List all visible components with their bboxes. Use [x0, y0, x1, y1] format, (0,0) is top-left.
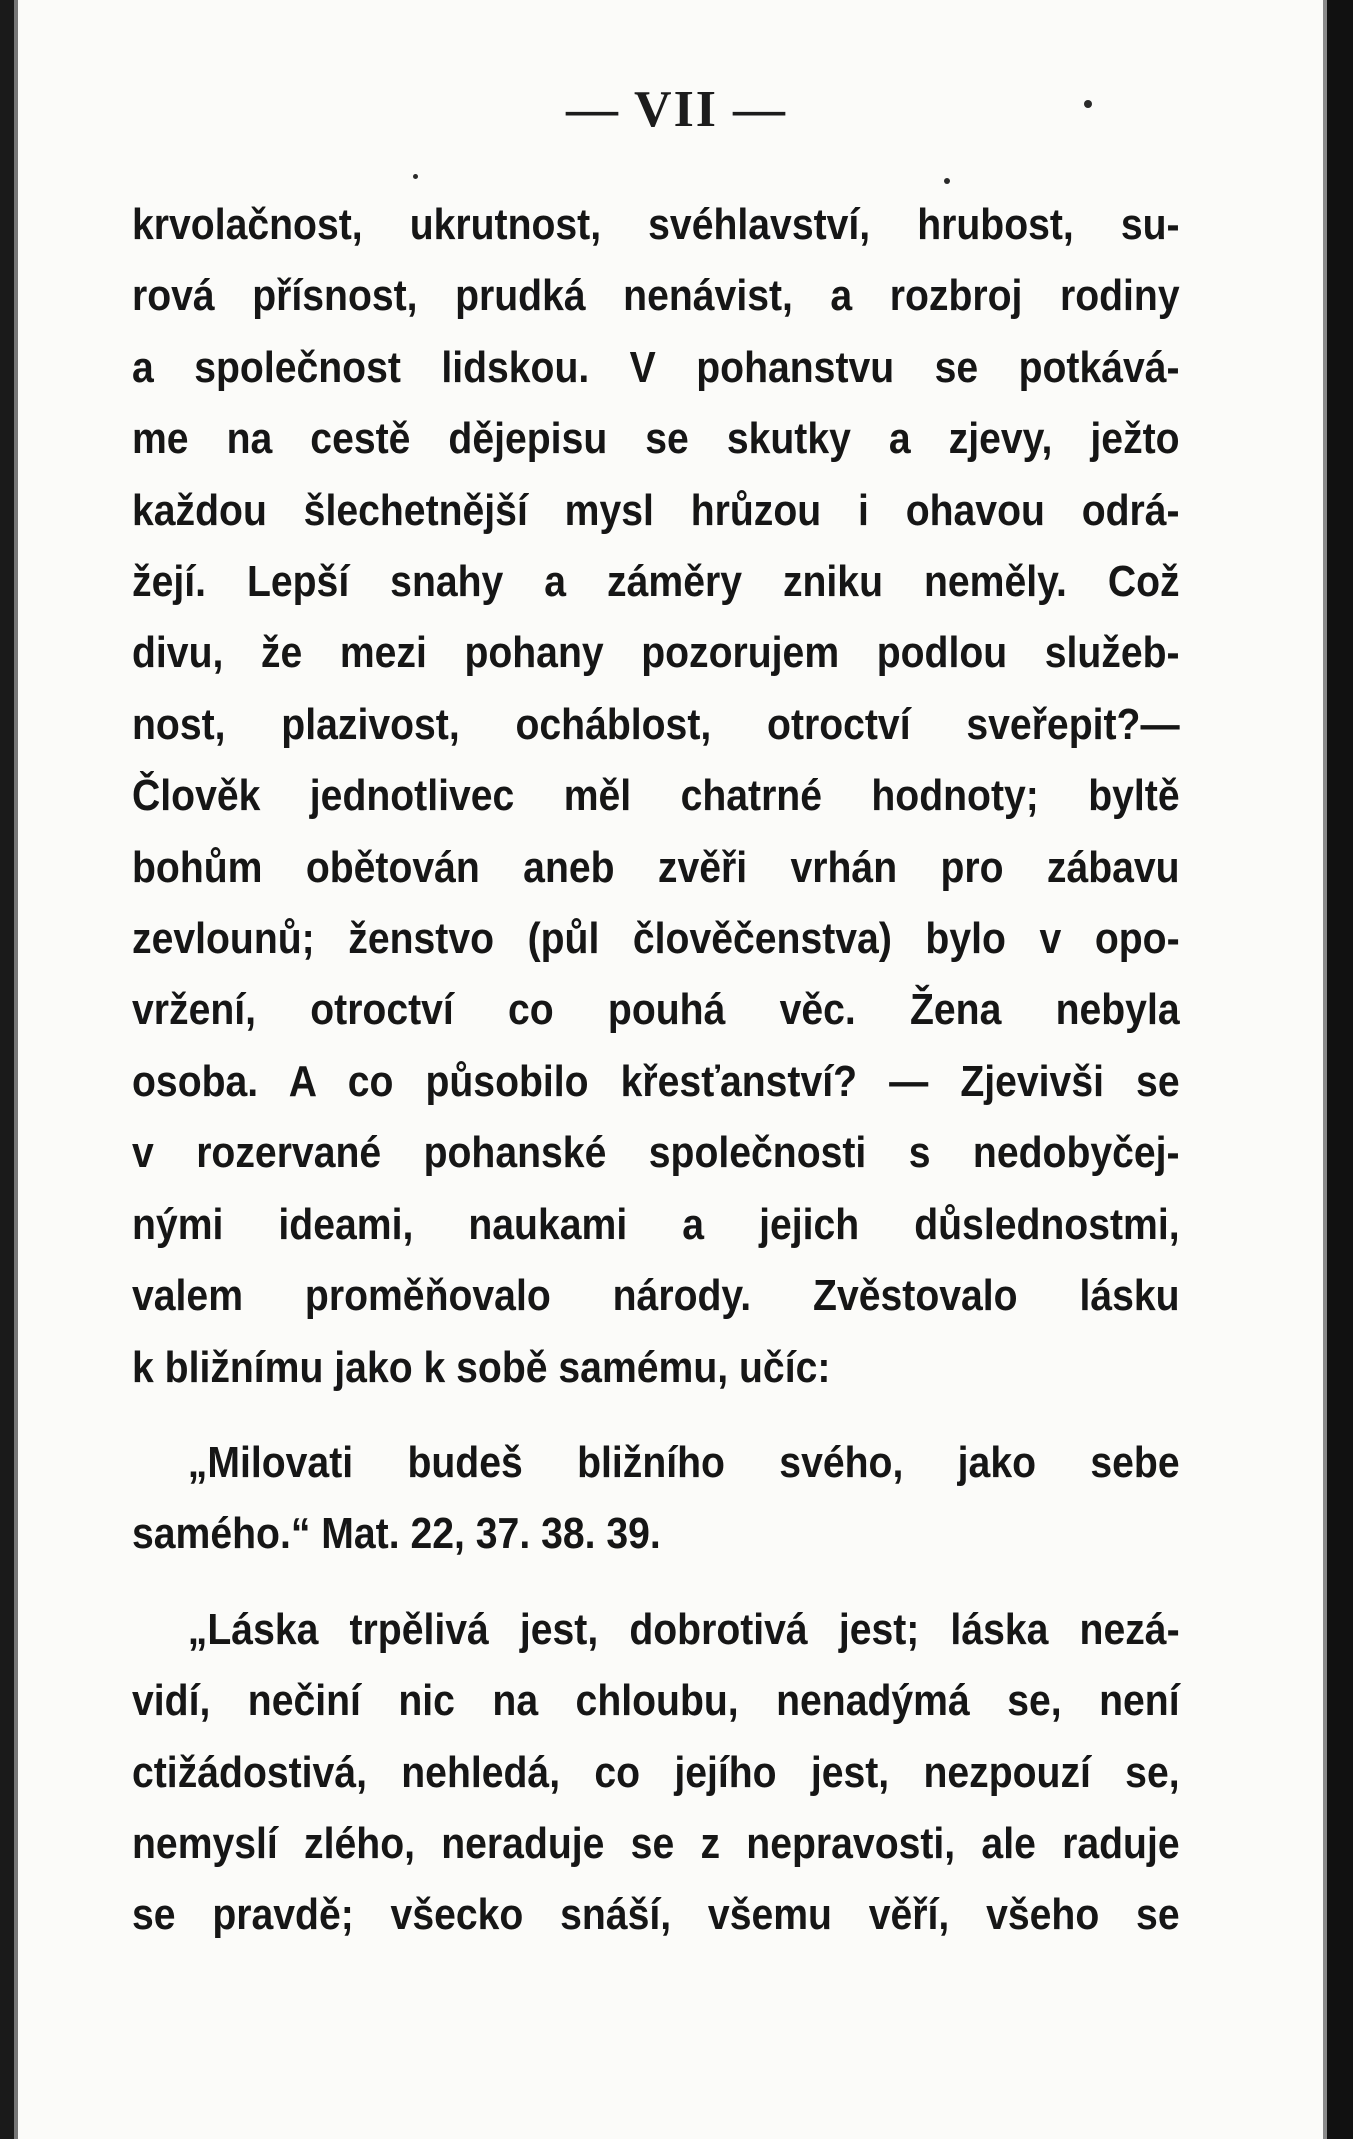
quote-line: ctižádostivá, nehledá, co jejího jest, nezpouzí se,	[132, 1748, 1180, 1797]
scan-edge-left	[0, 0, 14, 2139]
text-line: me na cestě dějepisu se skutky a zjevy, ježto	[132, 415, 1180, 464]
text-line: nými ideami, naukami a jejich důslednostmi,	[132, 1200, 1180, 1249]
scan-edge-right	[1327, 0, 1353, 2139]
text-line: rová přísnost, prudká nenávist, a rozbroj rodiny	[132, 272, 1180, 321]
text-line: žejí. Lepší snahy a záměry zniku neměly. Což	[132, 558, 1180, 607]
quote-line: nemyslí zlého, neraduje se z nepravosti, ale raduje	[132, 1819, 1180, 1868]
quote-line: „Láska trpělivá jest, dobrotivá jest; láska nezá-	[187, 1605, 1180, 1654]
text-line: bohům obětován aneb zvěři vrhán pro zábavu	[132, 843, 1180, 892]
text-line: zevlounů; ženstvo (půl člověčenstva) bylo v opo-	[132, 915, 1180, 964]
text-line: v rozervané pohanské společnosti s nedobyčej-	[132, 1129, 1180, 1178]
text-line: valem proměňovalo národy. Zvěstovalo lásku	[132, 1272, 1180, 1321]
page-body-text	[132, 190, 1180, 1952]
text-line: a společnost lidskou. V pohanstvu se potkává-	[132, 343, 1180, 392]
text-line: každou šlechetnější mysl hrůzou i ohavou odrá-	[132, 486, 1180, 535]
text-line: krvolačnost, ukrutnost, svéhlavství, hrubost, su-	[132, 201, 1180, 249]
scan-speck	[944, 178, 950, 184]
text-line: Člověk jednotlivec měl chatrné hodnoty; byltě	[132, 772, 1180, 821]
scan-edge-right-shadow	[1323, 0, 1327, 2139]
text-line: nost, plazivost, ocháblost, otroctví sveřepit?—	[132, 700, 1180, 749]
quote-line: vidí, nečiní nic na chloubu, nenadýmá se, není	[132, 1677, 1180, 1726]
page-number-header: — VII —	[565, 81, 788, 138]
text-line: vržení, otroctví co pouhá věc. Žena nebyla	[132, 986, 1180, 1035]
text-line: k bližnímu jako k sobě samému, učíc:	[132, 1343, 831, 1392]
scan-speck	[413, 174, 418, 179]
text-line: divu, že mezi pohany pozorujem podlou služeb-	[132, 629, 1180, 678]
scan-edge-left-shadow	[14, 0, 18, 2139]
quote-citation-line: samého.“ Mat. 22, 37. 38. 39.	[132, 1510, 661, 1559]
quote-line: „Milovati budeš bližního svého, jako sebe	[187, 1438, 1180, 1487]
quote-line: se pravdě; všecko snáší, všemu věří, všeho se	[132, 1891, 1180, 1940]
text-line: osoba. A co působilo křesťanství? — Zjevivši se	[132, 1057, 1180, 1106]
